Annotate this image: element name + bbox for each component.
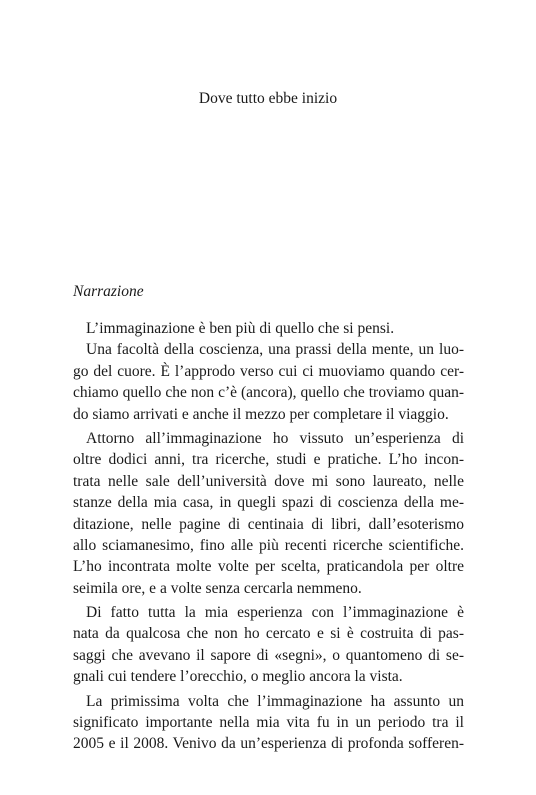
text-line: seimila ore, e a volte senza cercarla nemmeno. bbox=[73, 579, 362, 597]
text-line: oltre dodici anni, tra ricerche, studi e pratiche. L’ho incon- bbox=[73, 451, 464, 469]
text-line: L’ho incontrata molte volte per scelta, praticandola per oltre bbox=[73, 558, 464, 576]
text-line: gnali cui tendere l’orecchio, o meglio ancora la vista. bbox=[73, 668, 403, 686]
text-line: Una facoltà della coscienza, una prassi della mente, un luo- bbox=[86, 341, 464, 359]
paragraph bbox=[73, 339, 464, 425]
text-line: allo sciamanesimo, fino alle più recenti ricerche scientifiche. bbox=[73, 536, 464, 554]
text-line: chiamo quello che non c’è (ancora), quello che troviamo quan- bbox=[73, 384, 464, 402]
text-line: L’immaginazione è ben più di quello che si pensi. bbox=[86, 320, 395, 337]
body-text bbox=[73, 318, 464, 755]
text-line: Attorno all’immaginazione ho vissuto un’esperienza di bbox=[86, 429, 464, 447]
text-line: La primissima volta che l’immaginazione ha assunto un bbox=[86, 692, 464, 710]
paragraph bbox=[73, 428, 464, 599]
text-line: go del cuore. È l’approdo verso cui ci muoviamo quando cer- bbox=[73, 362, 464, 380]
paragraph bbox=[73, 602, 464, 688]
chapter-title: Dove tutto ebbe inizio bbox=[198, 90, 338, 107]
text-line: Di fatto tutta la mia esperienza con l’immaginazione è bbox=[86, 604, 464, 622]
text-line: 2005 e il 2008. Venivo da un’esperienza di profonda sofferen- bbox=[73, 735, 464, 753]
text-line: ditazione, nelle pagine di centinaia di libri, dall’esoterismo bbox=[73, 515, 464, 533]
paragraph bbox=[73, 318, 464, 339]
text-line: trata nelle sale dell’università dove mi sono laureato, nelle bbox=[73, 472, 464, 490]
section-heading: Narrazione bbox=[73, 283, 144, 300]
text-line: nata da qualcosa che non ho cercato e si è costruita di pas- bbox=[73, 625, 464, 643]
paragraph bbox=[73, 691, 464, 755]
text-line: significato importante nella mia vita fu in un periodo tra il bbox=[73, 714, 464, 732]
text-line: stanze della mia casa, in quegli spazi di coscienza della me- bbox=[73, 494, 464, 512]
text-line: do siamo arrivati e anche il mezzo per completare il viaggio. bbox=[73, 405, 449, 423]
text-line: saggi che avevano il sapore di «segni», o quantomeno di se- bbox=[73, 646, 464, 664]
